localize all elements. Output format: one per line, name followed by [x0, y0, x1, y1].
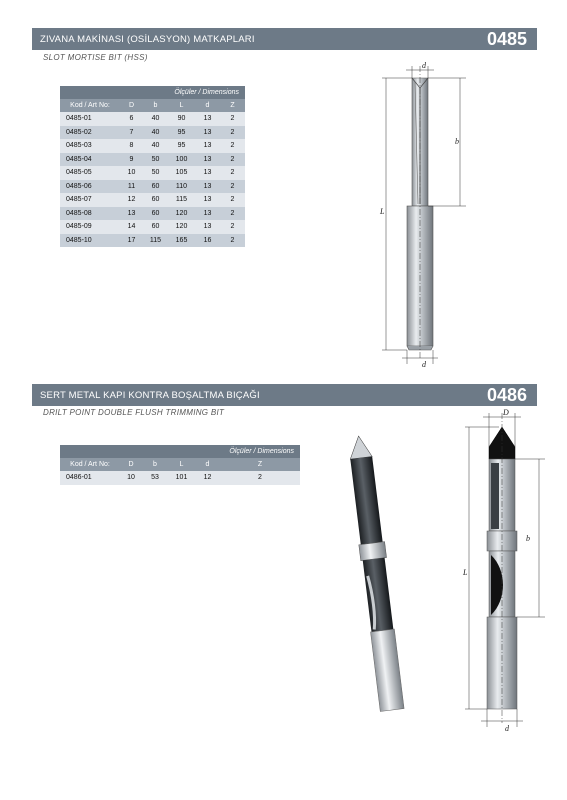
- cell-b: 53: [142, 471, 168, 485]
- col-b: b: [143, 99, 168, 112]
- col-d: d: [195, 458, 220, 471]
- cell-D: 6: [120, 112, 143, 126]
- cell-D: 7: [120, 126, 143, 140]
- col-D: D: [120, 458, 142, 471]
- dim-label-bottom: d: [422, 360, 426, 368]
- dim-label-L: L: [380, 207, 385, 216]
- dim-label-b: b: [526, 534, 530, 543]
- table-row: [60, 220, 245, 234]
- cell-L: 120: [168, 207, 195, 221]
- cell-D: 17: [120, 234, 143, 248]
- cell-b: 40: [143, 139, 168, 153]
- cell-D: 8: [120, 139, 143, 153]
- cell-L: 105: [168, 166, 195, 180]
- cell-d: 13: [195, 112, 220, 126]
- slot-mortise-bit-drawing: [370, 58, 480, 368]
- col-L: L: [168, 99, 195, 112]
- cell-L: 110: [168, 180, 195, 194]
- table-row: [60, 180, 245, 194]
- cell-Z: 2: [220, 153, 245, 167]
- cell-d: 16: [195, 234, 220, 248]
- cell-Z: 2: [220, 220, 245, 234]
- section-0486-code: 0486: [486, 385, 527, 405]
- cell-D: 10: [120, 471, 142, 485]
- cell-d: 13: [195, 180, 220, 194]
- table-0485: [60, 86, 245, 247]
- section-0485-subtitle: SLOT MORTISE BIT (HSS): [43, 53, 148, 62]
- cell-Z: 2: [220, 166, 245, 180]
- cell-kod: 0485-09: [60, 220, 120, 234]
- table-row: [60, 207, 245, 221]
- col-Z: Z: [220, 99, 245, 112]
- table-0486: [60, 445, 300, 485]
- cell-b: 50: [143, 166, 168, 180]
- cell-L: 100: [168, 153, 195, 167]
- cell-kod: 0486-01: [60, 471, 120, 485]
- cell-D: 12: [120, 193, 143, 207]
- cell-kod: 0485-10: [60, 234, 120, 248]
- cell-d: 12: [195, 471, 220, 485]
- cell-d: 13: [195, 139, 220, 153]
- section-0486-title: SERT METAL KAPI KONTRA BOŞALTMA BIÇAĞI: [40, 390, 260, 401]
- cell-d: 13: [195, 193, 220, 207]
- cell-D: 13: [120, 207, 143, 221]
- section-0485-header: [32, 28, 537, 50]
- cell-kod: 0485-08: [60, 207, 120, 221]
- cell-Z: 2: [220, 139, 245, 153]
- cell-L: 95: [168, 126, 195, 140]
- cell-kod: 0485-05: [60, 166, 120, 180]
- col-D: D: [120, 99, 143, 112]
- table-row: [60, 112, 245, 126]
- cell-b: 40: [143, 126, 168, 140]
- cell-Z: 2: [220, 126, 245, 140]
- cell-d: 13: [195, 153, 220, 167]
- dim-label-b: b: [455, 137, 459, 146]
- dim-label-L: L: [463, 568, 468, 577]
- table-row: [60, 471, 300, 485]
- cell-L: 165: [168, 234, 195, 248]
- table-row: [60, 153, 245, 167]
- cell-Z: 2: [220, 471, 300, 485]
- col-kod: Kod / Art No:: [60, 99, 120, 112]
- cell-b: 60: [143, 180, 168, 194]
- cell-kod: 0485-07: [60, 193, 120, 207]
- cell-Z: 2: [220, 112, 245, 126]
- table-row: [60, 193, 245, 207]
- section-0486-subtitle: DRILT POINT DOUBLE FLUSH TRIMMING BIT: [43, 408, 225, 417]
- cell-Z: 2: [220, 207, 245, 221]
- dim-label-top: D: [503, 408, 509, 417]
- cell-b: 115: [143, 234, 168, 248]
- section-0485-code: 0485: [486, 29, 527, 49]
- cell-d: 13: [195, 207, 220, 221]
- table-row: [60, 166, 245, 180]
- cell-L: 95: [168, 139, 195, 153]
- cell-kod: 0485-04: [60, 153, 120, 167]
- cell-kod: 0485-01: [60, 112, 120, 126]
- table-row: [60, 139, 245, 153]
- drill-point-bit-photo: [340, 425, 410, 715]
- cell-b: 60: [143, 193, 168, 207]
- cell-d: 13: [195, 220, 220, 234]
- dimensions-label: Ölçüler / Dimensions: [60, 86, 245, 99]
- col-Z: Z: [220, 458, 300, 471]
- cell-b: 60: [143, 207, 168, 221]
- section-0485-title: ZIVANA MAKİNASI (OSİLASYON) MATKAPLARI: [40, 34, 255, 45]
- cell-b: 40: [143, 112, 168, 126]
- cell-L: 90: [168, 112, 195, 126]
- cell-d: 13: [195, 126, 220, 140]
- dimensions-label: Ölçüler / Dimensions: [60, 445, 300, 458]
- dim-label-bottom: d: [505, 724, 509, 733]
- dim-label-top: d: [422, 61, 426, 70]
- cell-Z: 2: [220, 234, 245, 248]
- col-L: L: [168, 458, 195, 471]
- drill-point-bit-drawing: [455, 405, 555, 735]
- col-kod: Kod / Art No:: [60, 458, 120, 471]
- cell-kod: 0485-02: [60, 126, 120, 140]
- cell-D: 9: [120, 153, 143, 167]
- cell-D: 10: [120, 166, 143, 180]
- cell-L: 115: [168, 193, 195, 207]
- cell-D: 11: [120, 180, 143, 194]
- cell-b: 60: [143, 220, 168, 234]
- cell-Z: 2: [220, 193, 245, 207]
- cell-kod: 0485-06: [60, 180, 120, 194]
- cell-L: 101: [168, 471, 195, 485]
- col-b: b: [142, 458, 168, 471]
- cell-Z: 2: [220, 180, 245, 194]
- table-row: [60, 126, 245, 140]
- section-0486-header: [32, 384, 537, 406]
- cell-L: 120: [168, 220, 195, 234]
- cell-kod: 0485-03: [60, 139, 120, 153]
- cell-D: 14: [120, 220, 143, 234]
- table-row: [60, 234, 245, 248]
- cell-b: 50: [143, 153, 168, 167]
- cell-d: 13: [195, 166, 220, 180]
- col-d: d: [195, 99, 220, 112]
